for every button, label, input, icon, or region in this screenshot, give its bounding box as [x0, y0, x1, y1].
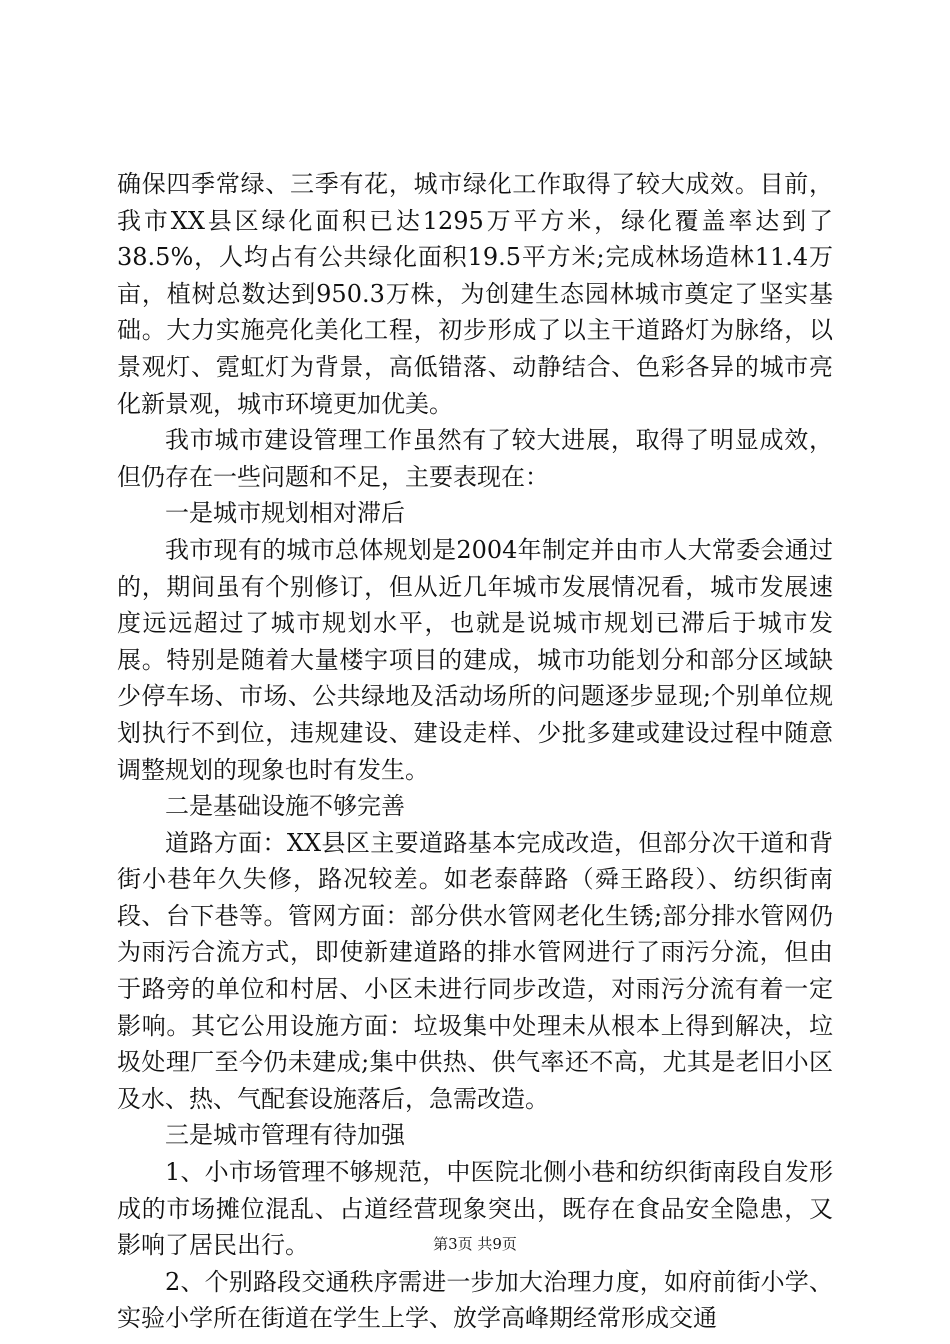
paragraph-problems-intro: 我市城市建设管理工作虽然有了较大进展，取得了明显成效，但仍存在一些问题和不足，主要表现在：	[117, 426, 833, 491]
document-body	[117, 166, 833, 1337]
paragraph-greening-results: 确保四季常绿、三季有花，城市绿化工作取得了较大成效。目前，我市XX县区绿化面积已达1295万平方米，绿化覆盖率达到了38.5%，人均占有公共绿化面积19.5平方米;完成林场造林11.4万亩，植树总数达到950.3万株，为创建生态园林城市奠定了坚实基础。大力实施亮化美化工程，初步形成了以主干道路灯为脉络，以景观灯、霓虹灯为背景，高低错落、动静结合、色彩各异的城市亮化新景观，城市环境更加优美。	[117, 170, 833, 418]
paragraph-traffic-order: 2、个别路段交通秩序需进一步加大治理力度，如府前街小学、实验小学所在街道在学生上学、放学高峰期经常形成交通	[117, 1267, 833, 1333]
section-heading-management: 三是城市管理有待加强	[165, 1121, 405, 1150]
paragraph-infrastructure: 道路方面：XX县区主要道路基本完成改造，但部分次干道和背街小巷年久失修，路况较差。如老泰薛路（舜王路段）、纺织街南段、台下巷等。管网方面：部分供水管网老化生锈;部分排水管网仍为雨污合流方式，即使新建道路的排水管网进行了雨污分流，但由于路旁的单位和村居、小区未进行同步改造，对雨污分流有着一定影响。其它公用设施方面：垃圾集中处理未从根本上得到解决，垃圾处理厂至今仍未建成;集中供热、供气率还不高，尤其是老旧小区及水、热、气配套设施落后，急需改造。	[117, 828, 833, 1113]
section-heading-planning: 一是城市规划相对滞后	[165, 499, 405, 528]
paragraph-planning: 我市现有的城市总体规划是2004年制定并由市人大常委会通过的，期间虽有个别修订，但从近几年城市发展情况看，城市发展速度远远超过了城市规划水平，也就是说城市规划已滞后于城市发展。特别是随着大量楼宇项目的建成，城市功能划分和部分区域缺少停车场、市场、公共绿地及活动场所的问题逐步显现;个别单位规划执行不到位，违规建设、建设走样、少批多建或建设过程中随意调整规划的现象也时有发生。	[117, 535, 833, 784]
page-number-footer: 第3页 共9页	[433, 1235, 517, 1253]
section-heading-infrastructure: 二是基础设施不够完善	[165, 792, 405, 821]
paragraph-market-management: 1、小市场管理不够规范，中医院北侧小巷和纺织街南段自发形成的市场摊位混乱、占道经营现象突出，既存在食品安全隐患，又影响了居民出行。	[117, 1158, 833, 1260]
